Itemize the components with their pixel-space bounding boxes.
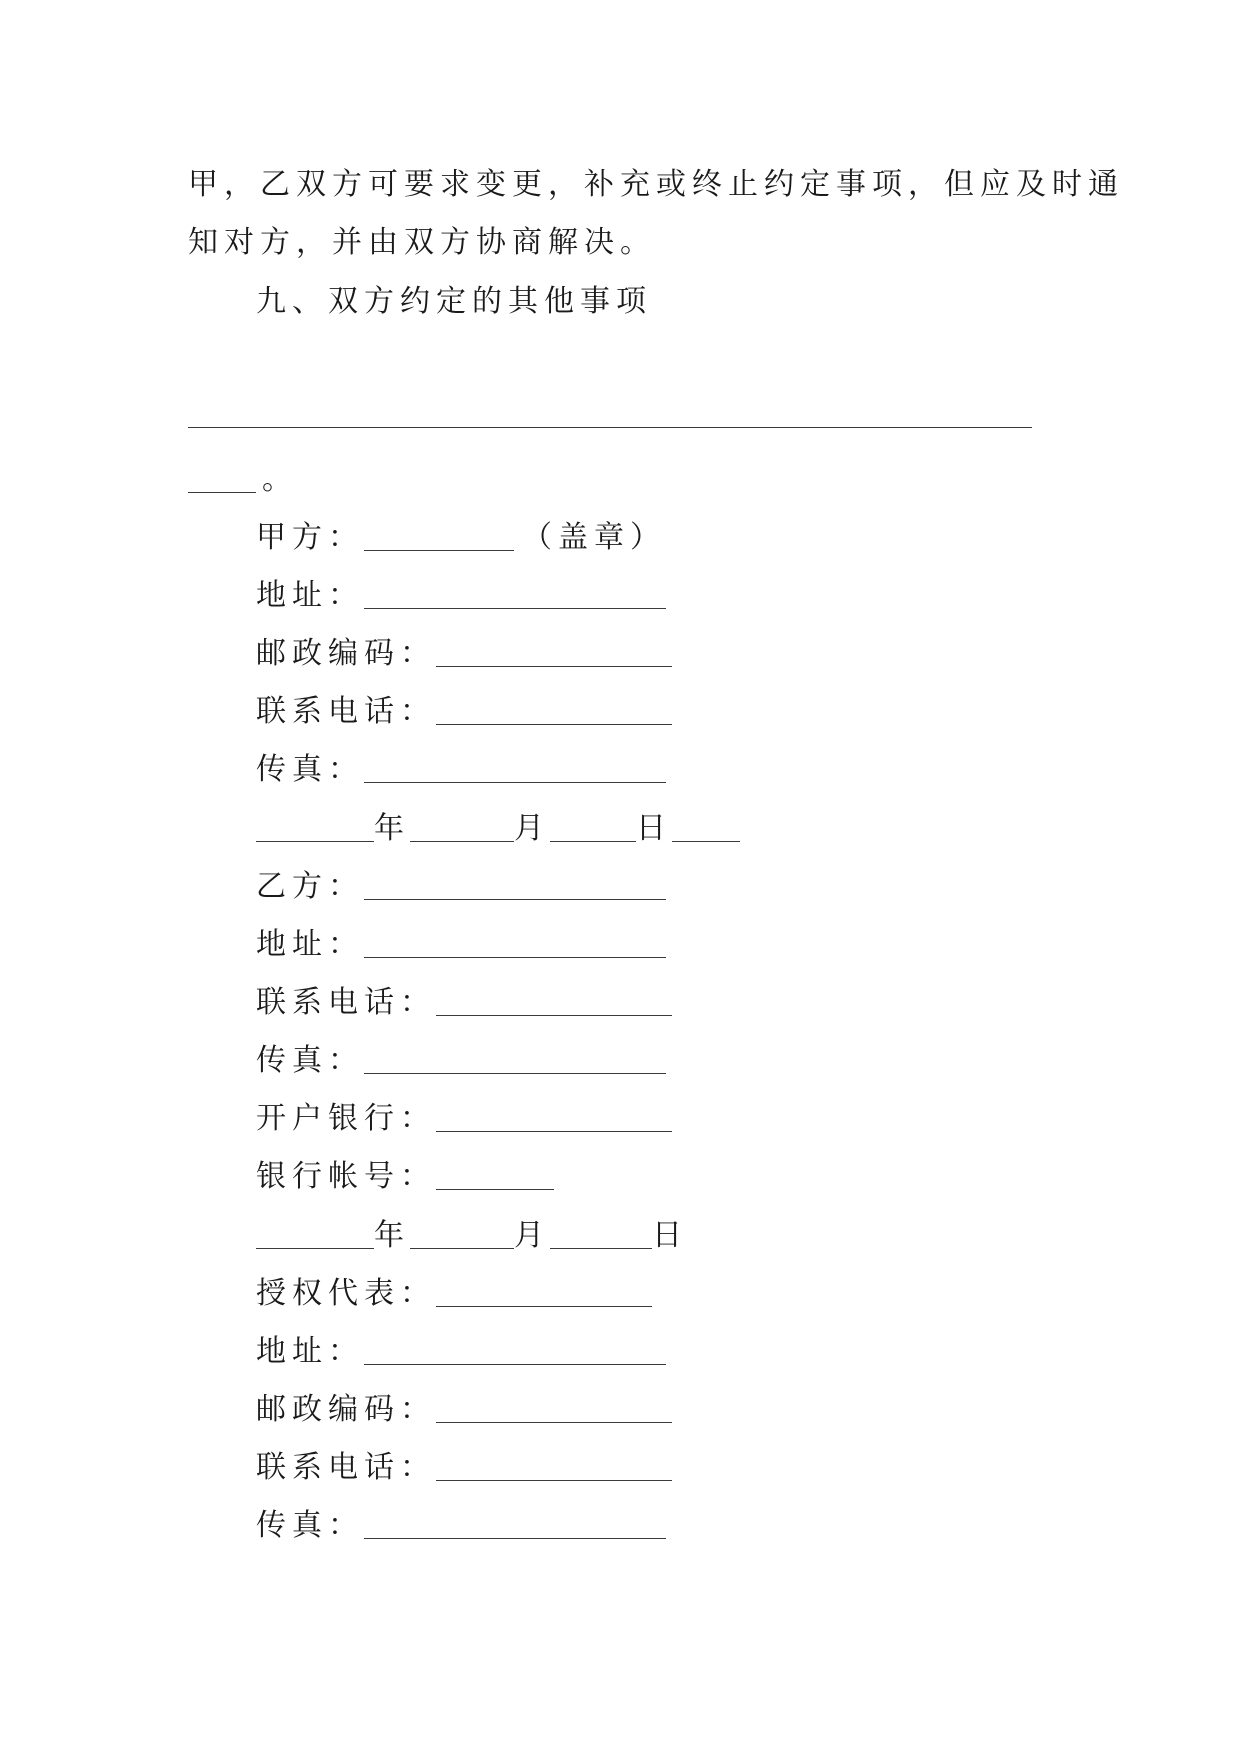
party-b-bank-row xyxy=(256,1099,672,1139)
party-a-postal-row xyxy=(256,634,672,674)
party-b-account-field[interactable] xyxy=(436,1159,554,1190)
party-b-address-row xyxy=(256,925,666,965)
party-b-name-label: 乙方： xyxy=(256,869,364,904)
party-a-address-label: 地址： xyxy=(256,578,364,613)
party-b-phone-label: 联系电话： xyxy=(256,985,436,1020)
party-a-fax-label: 传真： xyxy=(256,752,364,787)
party-a-postal-field[interactable] xyxy=(436,636,672,667)
party-a-day-field[interactable] xyxy=(550,811,636,842)
period-mark: 。 xyxy=(262,462,298,497)
year-label: 年 xyxy=(374,811,410,846)
party-a-postal-label: 邮政编码： xyxy=(256,636,436,671)
party-b-fax-row xyxy=(256,1041,666,1081)
party-b-fax-label: 传真： xyxy=(256,1043,364,1078)
section-9-heading: 九、双方约定的其他事项 xyxy=(256,284,652,319)
other-matters-blank-end[interactable] xyxy=(188,462,256,493)
party-b-address-field[interactable] xyxy=(364,927,666,958)
party-a-date-row xyxy=(256,809,740,849)
rep-address-row xyxy=(256,1332,666,1372)
rep-postal-label: 邮政编码： xyxy=(256,1392,436,1427)
party-b-account-row xyxy=(256,1157,554,1197)
rep-name-row xyxy=(256,1274,652,1314)
party-a-name-label: 甲方： xyxy=(256,520,364,555)
rep-name-field[interactable] xyxy=(436,1276,652,1307)
rep-address-label: 地址： xyxy=(256,1334,364,1369)
party-a-fax-field[interactable] xyxy=(364,752,666,783)
party-b-year-field[interactable] xyxy=(256,1218,374,1249)
party-a-name-field[interactable] xyxy=(364,520,514,551)
month-label: 月 xyxy=(514,1218,550,1253)
rep-phone-label: 联系电话： xyxy=(256,1450,436,1485)
rep-phone-field[interactable] xyxy=(436,1450,672,1481)
day-label: 日 xyxy=(652,1218,688,1253)
paragraph-line-2: 知对方，并由双方协商解决。 xyxy=(188,225,656,260)
party-b-phone-field[interactable] xyxy=(436,985,672,1016)
rep-postal-field[interactable] xyxy=(436,1392,672,1423)
rep-fax-label: 传真： xyxy=(256,1508,364,1543)
other-matters-tail-row xyxy=(188,460,298,500)
party-b-bank-label: 开户银行： xyxy=(256,1101,436,1136)
party-a-date-tail[interactable] xyxy=(672,811,740,842)
party-b-fax-field[interactable] xyxy=(364,1043,666,1074)
party-a-address-row xyxy=(256,576,666,616)
other-matters-blank-line[interactable] xyxy=(188,427,1032,428)
rep-fax-field[interactable] xyxy=(364,1508,666,1539)
party-a-phone-row xyxy=(256,692,672,732)
party-a-fax-row xyxy=(256,750,666,790)
party-b-address-label: 地址： xyxy=(256,927,364,962)
party-a-name-row xyxy=(256,518,666,558)
party-b-name-row xyxy=(256,867,666,907)
month-label: 月 xyxy=(514,811,550,846)
party-b-bank-field[interactable] xyxy=(436,1101,672,1132)
party-a-phone-field[interactable] xyxy=(436,694,672,725)
year-label: 年 xyxy=(374,1218,410,1253)
party-a-year-field[interactable] xyxy=(256,811,374,842)
rep-name-label: 授权代表： xyxy=(256,1276,436,1311)
party-a-phone-label: 联系电话： xyxy=(256,694,436,729)
paragraph-line-1: 甲，乙双方可要求变更，补充或终止约定事项，但应及时通 xyxy=(188,167,1124,202)
party-b-account-label: 银行帐号： xyxy=(256,1159,436,1194)
rep-postal-row xyxy=(256,1390,672,1430)
day-label: 日 xyxy=(636,811,672,846)
rep-address-field[interactable] xyxy=(364,1334,666,1365)
party-a-seal-label: （盖章） xyxy=(522,520,666,555)
party-b-date-row xyxy=(256,1216,688,1256)
rep-fax-row xyxy=(256,1506,666,1546)
party-a-address-field[interactable] xyxy=(364,578,666,609)
party-b-phone-row xyxy=(256,983,672,1023)
party-b-month-field[interactable] xyxy=(410,1218,514,1249)
rep-phone-row xyxy=(256,1448,672,1488)
party-a-month-field[interactable] xyxy=(410,811,514,842)
party-b-day-field[interactable] xyxy=(550,1218,652,1249)
party-b-name-field[interactable] xyxy=(364,869,666,900)
